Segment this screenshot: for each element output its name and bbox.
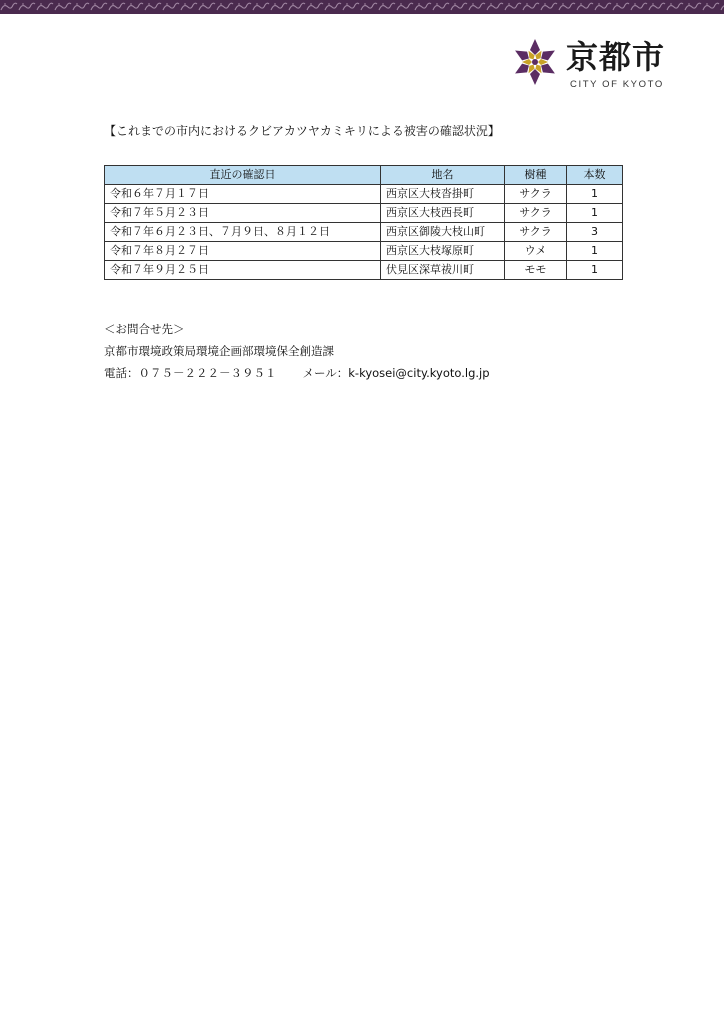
- cell-date: 令和７年５月２３日: [105, 204, 381, 223]
- decorative-top-band: [0, 0, 724, 14]
- kyoto-city-logo: [510, 37, 670, 97]
- cell-date: 令和７年６月２３日、７月９日、８月１２日: [105, 223, 381, 242]
- contact-department: 京都市環境政策局環境企画部環境保全創造課: [104, 344, 334, 358]
- cell-place: 西京区御陵大枝山町: [381, 223, 505, 242]
- contact-section: [104, 318, 490, 384]
- cell-place: 西京区大枝塚原町: [381, 242, 505, 261]
- cell-date: 令和７年９月２５日: [105, 261, 381, 280]
- table-row: [105, 185, 623, 204]
- column-header-place: 地名: [381, 166, 505, 185]
- cell-tree: サクラ: [505, 185, 567, 204]
- section-title: 【これまでの市内におけるクビアカツヤカミキリによる被害の確認状況】: [104, 124, 500, 138]
- contact-email[interactable]: メール：k-kyosei@city.kyoto.lg.jp: [302, 366, 490, 380]
- column-header-count: 本数: [567, 166, 623, 185]
- table-row: [105, 204, 623, 223]
- cell-tree: モモ: [505, 261, 567, 280]
- cell-count: 1: [567, 185, 623, 204]
- table-header-row: [105, 166, 623, 185]
- logo-text: 京都市: [566, 38, 666, 76]
- contact-phone: 電話：０７５－２２２－３９５１: [104, 366, 277, 380]
- column-header-date: 直近の確認日: [105, 166, 381, 185]
- cell-date: 令和６年７月１７日: [105, 185, 381, 204]
- cell-tree: サクラ: [505, 204, 567, 223]
- decorative-pattern: [0, 0, 724, 14]
- cell-place: 西京区大枝沓掛町: [381, 185, 505, 204]
- cell-date: 令和７年８月２７日: [105, 242, 381, 261]
- cell-tree: ウメ: [505, 242, 567, 261]
- table-row: [105, 223, 623, 242]
- cell-count: 1: [567, 242, 623, 261]
- contact-line: [104, 362, 490, 384]
- cell-place: 西京区大枝西長町: [381, 204, 505, 223]
- column-header-tree: 樹種: [505, 166, 567, 185]
- table-row: [105, 242, 623, 261]
- cell-place: 伏見区深草祓川町: [381, 261, 505, 280]
- cell-count: 1: [567, 204, 623, 223]
- cell-count: 1: [567, 261, 623, 280]
- damage-status-table: [104, 165, 623, 280]
- table-row: [105, 261, 623, 280]
- contact-heading: ＜お問合せ先＞: [104, 322, 185, 336]
- logo-subtext: CITY OF KYOTO: [570, 79, 664, 90]
- kyoto-city-emblem-icon: [510, 37, 560, 87]
- cell-count: 3: [567, 223, 623, 242]
- cell-tree: サクラ: [505, 223, 567, 242]
